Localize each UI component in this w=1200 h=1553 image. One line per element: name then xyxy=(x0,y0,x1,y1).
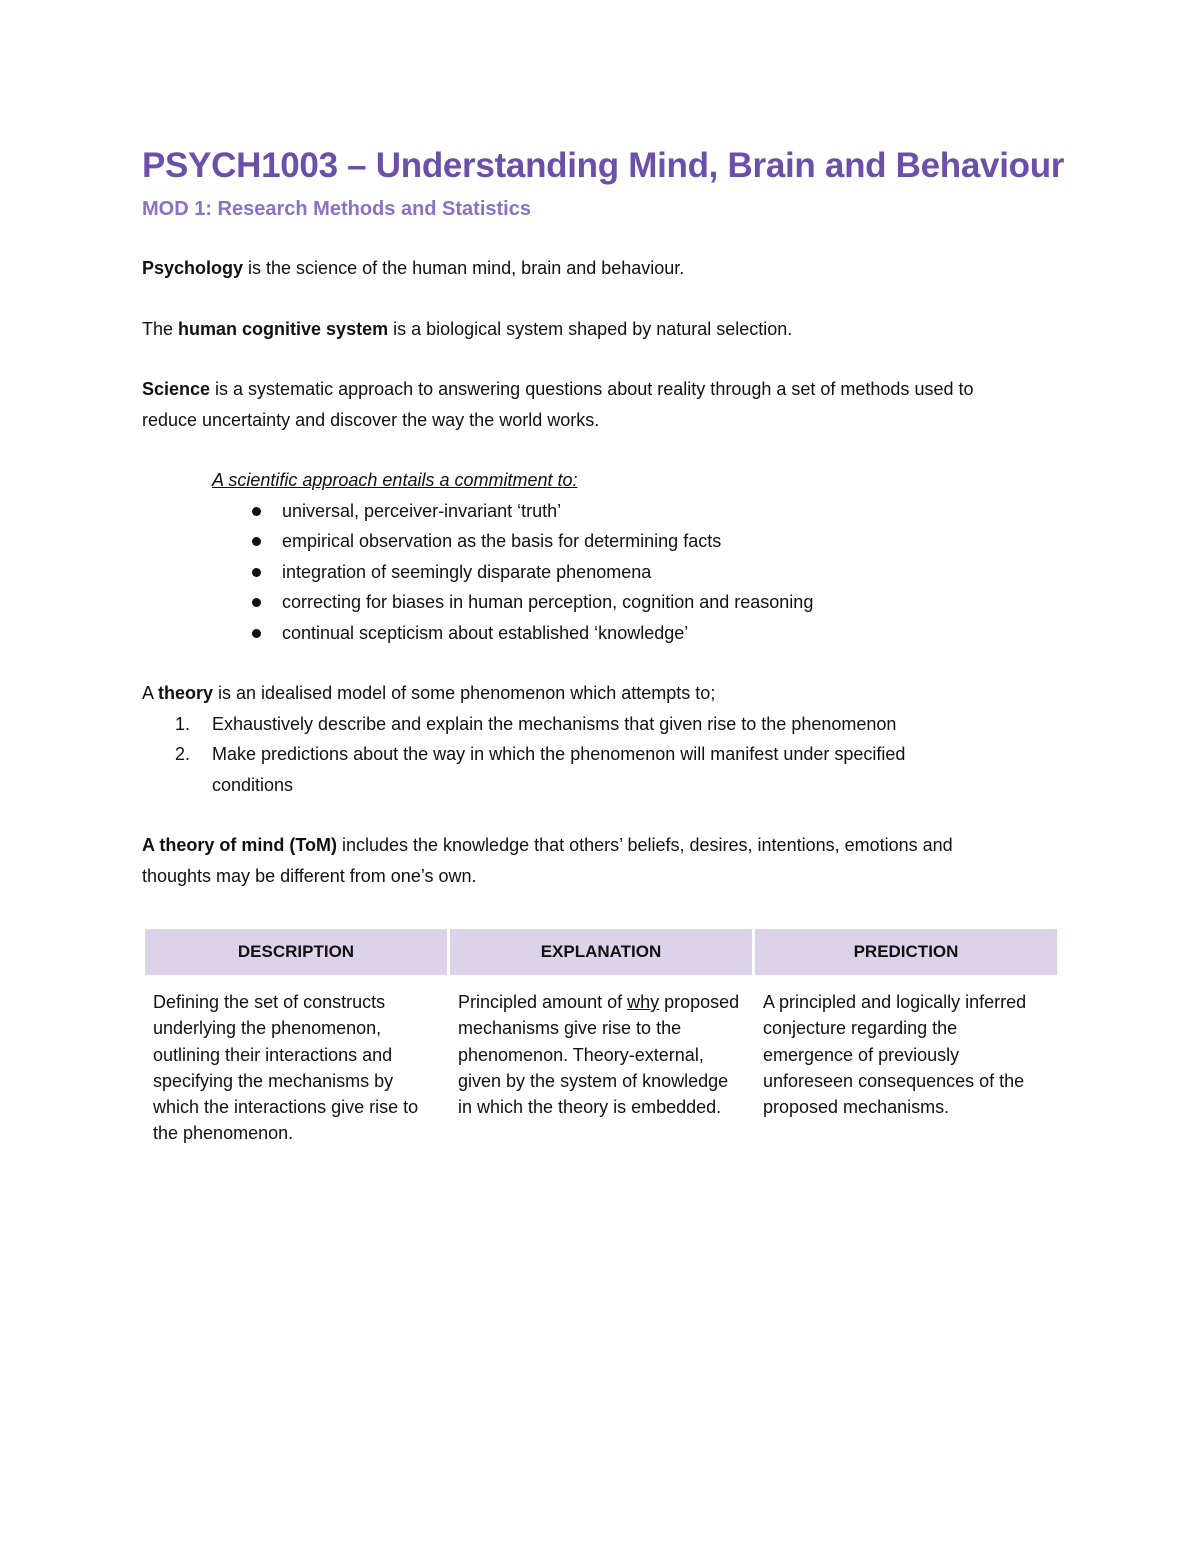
bullet-icon xyxy=(252,629,261,638)
tom-text-line1: includes the knowledge that others’ beliefs, desires, intentions, emotions and xyxy=(336,835,953,855)
list-number: 1. xyxy=(175,713,191,734)
tom-term: A theory of mind (ToM) xyxy=(142,835,337,855)
bullet-icon xyxy=(252,537,261,546)
cognitive-text: is a biological system shaped by natural selection. xyxy=(388,318,793,339)
list-item: correcting for biases in human perception, cognition and reasoning xyxy=(142,587,1060,618)
list-item: 1. Exhaustively describe and explain the mechanisms that given rise to the phenomenon xyxy=(142,709,1060,740)
header-description: DESCRIPTION xyxy=(145,929,447,975)
theory-definition xyxy=(142,678,1060,709)
list-item: universal, perceiver-invariant ‘truth’ xyxy=(142,496,1060,527)
theory-prefix: A xyxy=(142,683,159,703)
why-underlined: why xyxy=(627,992,660,1012)
science-definition xyxy=(142,374,1060,435)
page-subtitle: MOD 1: Research Methods and Statistics xyxy=(142,198,531,220)
list-item: 2. Make predictions about the way in which the phenomenon will manifest under specified conditions xyxy=(142,739,1060,800)
list-item: continual scepticism about established ‘knowledge’ xyxy=(142,618,1060,649)
document-page xyxy=(142,140,1065,891)
tom-text-line2: thoughts may be different from one’s own. xyxy=(142,865,477,886)
science-text-line2: reduce uncertainty and discover the way the world works. xyxy=(142,409,600,430)
cognitive-system-definition xyxy=(142,314,1060,345)
page-title: PSYCH1003 – Understanding Mind, Brain and Behaviour xyxy=(142,146,1065,185)
description-explanation-prediction-table xyxy=(142,929,1060,1147)
cell-explanation: Principled amount of why proposed mechanisms give rise to the phenomenon. Theory-external, given by the system of knowledge in which the theory is embedded. xyxy=(458,992,740,1118)
list-item: integration of seemingly disparate phenomena xyxy=(142,557,1060,588)
theory-list xyxy=(142,709,1060,801)
cell-description: Defining the set of constructs underlying the phenomenon, outlining their interactions and specifying the mechanisms by which the interactions give rise to the phenomenon. xyxy=(153,992,419,1144)
theory-text: is an idealised model of some phenomenon which attempts to; xyxy=(213,683,716,703)
scientific-approach-heading: A scientific approach entails a commitment to: xyxy=(212,470,578,490)
cell-prediction: A principled and logically inferred conjecture regarding the emergence of previously unforeseen consequences of the proposed mechanisms. xyxy=(763,992,1027,1118)
psychology-term: Psychology xyxy=(142,258,244,278)
header-explanation: EXPLANATION xyxy=(450,929,752,975)
cognitive-term: human cognitive system xyxy=(178,318,389,339)
table-header-row xyxy=(145,929,1057,975)
bullet-icon xyxy=(252,568,261,577)
bullet-icon xyxy=(252,507,261,516)
psychology-text: is the science of the human mind, brain and behaviour. xyxy=(243,258,685,278)
list-number: 2. xyxy=(175,744,191,764)
table-row xyxy=(145,975,1057,1147)
theory-term: theory xyxy=(158,683,214,703)
list-item: empirical observation as the basis for determining facts xyxy=(142,526,1060,557)
psychology-definition xyxy=(142,253,1060,284)
cognitive-prefix: The xyxy=(142,318,179,339)
science-term: Science xyxy=(142,379,211,399)
theory-of-mind-definition xyxy=(142,830,1060,891)
scientific-approach-list xyxy=(142,496,1060,649)
science-text-line1: is a systematic approach to answering questions about reality through a set of methods used to xyxy=(210,379,974,399)
bullet-icon xyxy=(252,598,261,607)
header-prediction: PREDICTION xyxy=(755,929,1057,975)
